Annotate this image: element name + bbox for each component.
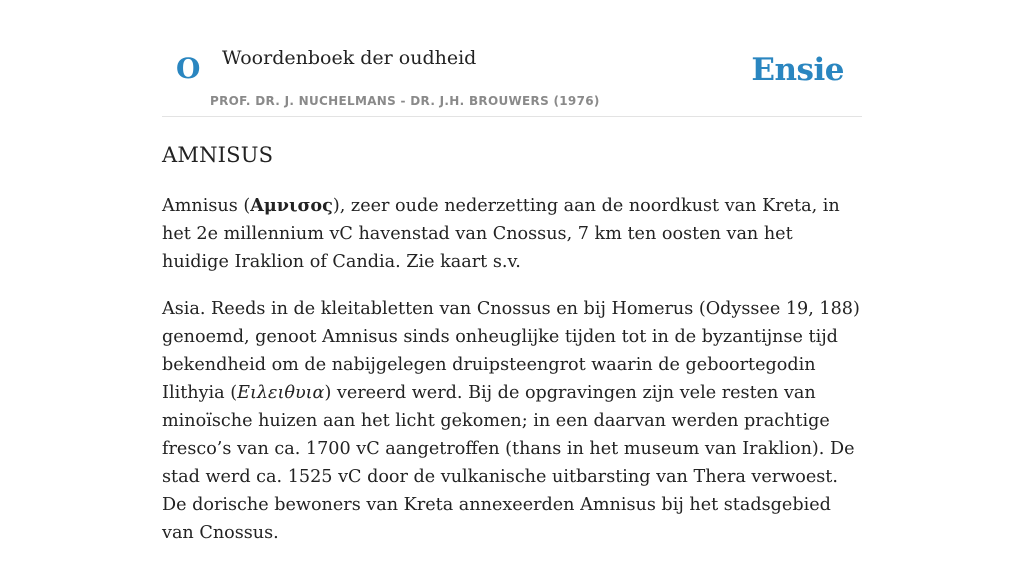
brand-logo-link[interactable]: Ensie <box>751 52 844 88</box>
paragraph-text: ), zeer oude nederzetting aan de noordkust van Kreta, in het 2e millennium vC havenstad van Cnossus, 7 km ten oosten van het huidige Iraklion of Candia. Zie kaart s.v. <box>162 196 840 272</box>
book-title[interactable]: Woordenboek der oudheid <box>222 47 477 69</box>
paragraph-text: Amnisus ( <box>162 196 251 216</box>
paragraph-text: ) vereerd werd. Bij de opgravingen zijn vele resten van minoïsche huizen aan het licht gekomen; in een daarvan werden prachtige fresco’s van ca. 1700 vC aangetroffen (thans in het museum van Iraklion). De stad werd ca. 1525 vC door de vulkanische uitbarsting van Thera verwoest. De dorische bewoners van Kreta annexeerden Amnisus bij het stadsgebied van Cnossus. <box>162 383 855 543</box>
entry-paragraph <box>162 295 862 547</box>
greek-term: Αμνισος <box>250 195 333 216</box>
entry-title: AMNISUS <box>162 143 274 167</box>
page-header <box>162 0 862 117</box>
greek-term: Ειλειθυια <box>237 383 325 403</box>
entry-content <box>162 136 862 566</box>
entry-paragraph <box>162 192 862 276</box>
index-letter[interactable]: O <box>176 52 201 85</box>
book-authors: PROF. DR. J. NUCHELMANS - DR. J.H. BROUWERS (1976) <box>210 94 600 108</box>
paragraph-text: Asia. Reeds in de kleitabletten van Cnossus en bij Homerus (Odyssee 19, 188) genoemd, genoot Amnisus sinds onheuglijke tijden tot in de byzantijnse tijd bekendheid om de nabijgelegen druipsteengrot waarin de geboortegodin Ilithyia ( <box>162 299 860 403</box>
